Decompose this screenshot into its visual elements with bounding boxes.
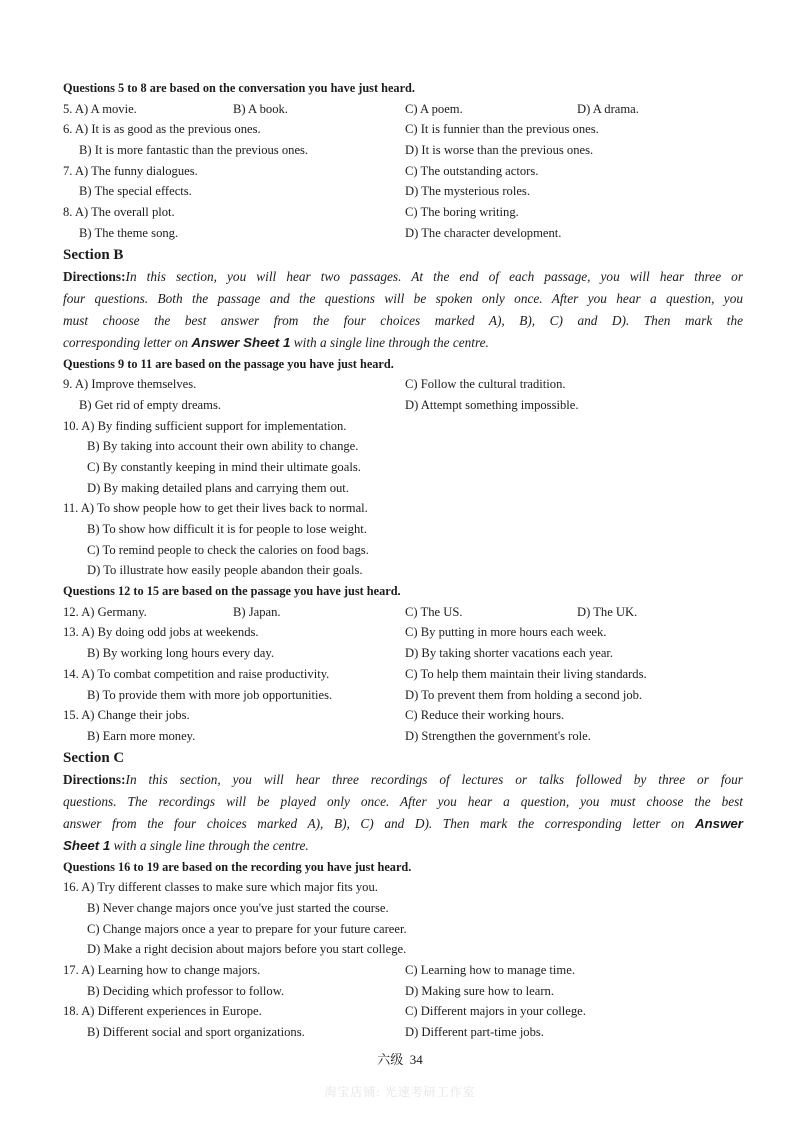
option-c: C) By putting in more hours each week. <box>405 625 607 640</box>
section-c-title: Section C <box>63 749 125 766</box>
question-7-row-2 <box>63 181 743 202</box>
option-b: B) Japan. <box>233 604 281 619</box>
option-c: C) The US. <box>405 604 463 619</box>
section-b-directions-line-4 <box>63 332 743 354</box>
option-c: C) It is funnier than the previous ones. <box>405 122 599 137</box>
option-b: B) Deciding which professor to follow. <box>87 983 285 998</box>
directions-text: answer from the four choices marked A), B), C) and D). Then mark the corresponding letter on <box>63 815 685 831</box>
question-16-b <box>63 898 743 919</box>
option-a: 14. A) To combat competition and raise productivity. <box>63 666 330 681</box>
question-10-b <box>63 436 743 457</box>
question-5 <box>63 99 743 120</box>
option-c: C) The outstanding actors. <box>405 163 539 178</box>
question-6 <box>63 119 743 140</box>
directions-text: must choose the best answer from the four choices marked A), B), C) and D). Then mark the <box>63 312 743 328</box>
question-14 <box>63 664 743 685</box>
option-d: D) Make a right decision about majors before you start college. <box>87 942 407 957</box>
directions-text: with a single line through the centre. <box>113 837 309 853</box>
directions-text: In this section, you will hear two passages. At the end of each passage, you will hear three or <box>125 268 743 284</box>
directions-text: corresponding letter on <box>63 334 189 350</box>
option-a: 16. A) Try different classes to make sure which major fits you. <box>63 880 378 895</box>
option-d: D) By taking shorter vacations each year. <box>405 646 614 661</box>
question-11-b <box>63 519 743 540</box>
option-b: B) Different social and sport organizations. <box>87 1025 305 1040</box>
option-d: D) To illustrate how easily people abandon their goals. <box>87 563 363 578</box>
question-group-heading: Questions 12 to 15 are based on the passage you have just heard. <box>63 584 401 599</box>
option-a: 15. A) Change their jobs. <box>63 708 190 723</box>
answer-sheet-label: Answer <box>694 815 743 831</box>
section-c-directions-line-1 <box>63 769 743 791</box>
section-b-directions-line-1 <box>63 266 743 288</box>
directions-label: Directions: <box>63 268 126 284</box>
option-a: 11. A) To show people how to get their lives back to normal. <box>63 501 368 516</box>
directions-text: questions. The recordings will be played only once. After you hear a question, you must choose the best <box>63 793 743 809</box>
option-b: B) Never change majors once you've just started the course. <box>87 900 389 915</box>
section-b-directions-line-2 <box>63 288 743 310</box>
option-c: C) The boring writing. <box>405 205 519 220</box>
question-15-row-2 <box>63 726 743 747</box>
section-c-directions-line-3 <box>63 813 743 835</box>
option-a: 5. A) A movie. <box>63 101 137 116</box>
question-7 <box>63 161 743 182</box>
answer-sheet-label: Answer Sheet 1 <box>191 334 291 350</box>
question-10 <box>63 416 743 437</box>
option-a: 9. A) Improve themselves. <box>63 377 197 392</box>
directions-label: Directions: <box>63 771 126 787</box>
option-c: C) By constantly keeping in mind their ultimate goals. <box>87 459 361 474</box>
answer-sheet-label: Sheet 1 <box>63 837 111 853</box>
option-b: B) The special effects. <box>79 184 192 199</box>
option-d: D) The UK. <box>577 604 638 619</box>
option-b: B) Get rid of empty dreams. <box>79 397 221 412</box>
option-b: B) To provide them with more job opportunities. <box>87 687 333 702</box>
option-a: 13. A) By doing odd jobs at weekends. <box>63 625 259 640</box>
option-d: D) It is worse than the previous ones. <box>405 143 594 158</box>
exam-page <box>63 78 743 1043</box>
option-c: C) To help them maintain their living standards. <box>405 666 647 681</box>
option-a: 7. A) The funny dialogues. <box>63 163 198 178</box>
option-b: B) Earn more money. <box>87 728 196 743</box>
option-c: C) Follow the cultural tradition. <box>405 377 566 392</box>
question-group-heading: Questions 16 to 19 are based on the recording you have just heard. <box>63 859 412 874</box>
option-b: B) It is more fantastic than the previous ones. <box>79 143 309 158</box>
question-11-d <box>63 560 743 581</box>
question-18 <box>63 1001 743 1022</box>
question-12 <box>63 602 743 623</box>
question-6-row-2 <box>63 140 743 161</box>
question-17-row-2 <box>63 981 743 1002</box>
page-footer <box>0 1049 800 1068</box>
option-d: D) A drama. <box>577 101 639 116</box>
option-c: C) Different majors in your college. <box>405 1004 586 1019</box>
option-d: D) Attempt something impossible. <box>405 397 579 412</box>
option-b: B) The theme song. <box>79 225 179 240</box>
option-b: B) By working long hours every day. <box>87 646 275 661</box>
option-d: D) The character development. <box>405 225 562 240</box>
option-d: D) To prevent them from holding a second job. <box>405 687 643 702</box>
question-17 <box>63 960 743 981</box>
option-c: C) Learning how to manage time. <box>405 963 575 977</box>
option-d: D) By making detailed plans and carrying them out. <box>87 480 349 495</box>
option-c: C) Change majors once a year to prepare for your future career. <box>87 921 407 936</box>
question-group-heading: Questions 5 to 8 are based on the conversation you have just heard. <box>63 81 415 95</box>
question-15 <box>63 705 743 726</box>
question-14-row-2 <box>63 685 743 706</box>
question-8-row-2 <box>63 223 743 244</box>
option-d: D) Strengthen the government's role. <box>405 728 591 743</box>
directions-text: with a single line through the centre. <box>293 334 489 350</box>
directions-text: In this section, you will hear three recordings of lectures or talks followed by three or four <box>125 771 743 787</box>
section-c-directions-line-4 <box>63 835 743 857</box>
question-10-d <box>63 478 743 499</box>
question-9-row-2 <box>63 395 743 416</box>
question-13 <box>63 622 743 643</box>
question-11 <box>63 498 743 519</box>
option-a: 12. A) Germany. <box>63 604 147 619</box>
option-a: 17. A) Learning how to change majors. <box>63 963 261 977</box>
question-18-row-2 <box>63 1022 743 1043</box>
question-16-d <box>63 939 743 960</box>
option-a: 18. A) Different experiences in Europe. <box>63 1004 262 1019</box>
section-b-directions-line-3 <box>63 310 743 332</box>
option-d: D) The mysterious roles. <box>405 184 530 199</box>
option-c: C) To remind people to check the calories on food bags. <box>87 542 369 557</box>
watermark: 淘宝店铺: 光速考研工作室 <box>324 1085 476 1099</box>
option-c: C) A poem. <box>405 101 463 116</box>
option-a: 8. A) The overall plot. <box>63 205 175 220</box>
question-group-heading: Questions 9 to 11 are based on the passage you have just heard. <box>63 356 394 371</box>
question-16 <box>63 877 743 898</box>
option-d: D) Making sure how to learn. <box>405 983 554 998</box>
page-number: 34 <box>409 1052 423 1067</box>
option-b: B) To show how difficult it is for people to lose weight. <box>87 522 367 536</box>
question-11-c <box>63 540 743 561</box>
section-c-directions-line-2 <box>63 791 743 813</box>
exam-level: 六级 <box>377 1052 404 1067</box>
question-13-row-2 <box>63 643 743 664</box>
question-9 <box>63 374 743 395</box>
option-a: 6. A) It is as good as the previous ones. <box>63 122 261 137</box>
option-c: C) Reduce their working hours. <box>405 708 565 723</box>
question-8 <box>63 202 743 223</box>
option-b: B) By taking into account their own ability to change. <box>87 439 359 454</box>
question-10-c <box>63 457 743 478</box>
section-b-title: Section B <box>63 246 124 263</box>
option-a: 10. A) By finding sufficient support for implementation. <box>63 418 347 433</box>
option-d: D) Different part-time jobs. <box>405 1025 544 1040</box>
question-16-c <box>63 919 743 940</box>
directions-text: four questions. Both the passage and the questions will be spoken only once. After you hear a question, you <box>63 290 743 306</box>
option-b: B) A book. <box>233 101 288 116</box>
